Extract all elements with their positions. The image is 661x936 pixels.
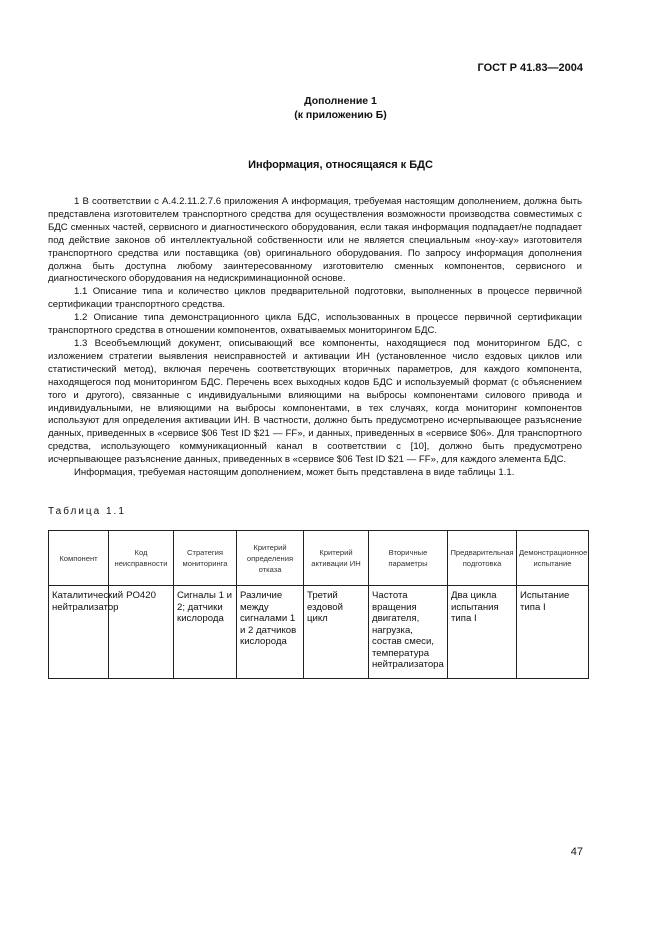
table-caption: Таблица 1.1 — [48, 506, 126, 517]
cell-secondary-params: Частота вращения двигателя, нагрузка, состав смеси, температура нейтрализатора — [369, 586, 448, 679]
header-mi-criterion: Критерий активации ИН — [304, 531, 369, 586]
cell-mi-criterion: Третий ездовой цикл — [304, 586, 369, 679]
header-secondary-params: Вторичные параметры — [369, 531, 448, 586]
section-title — [0, 159, 661, 171]
paragraph-1: 1 В соответствии с А.4.2.11.2.7.6 приложения А информация, требуемая настоящим дополнением, должна быть представлена изготовителем транспортного средства для осуществления возможности производства совместимых с БДС сменных частей, сервисного и диагностического оборудования, если такая информация подпадает/не подпадает под действие законов об интеллектуальной собственности или не является специальным «ноу-хау» изготовителя транспортного средства или поставщика (ов) оригинального оборудования. По запросу информация дополнения должна быть доступна любому заинтересованному изготовителю сменных компонентов, сервисного и диагностического оборудования на недискриминационной основе. — [48, 196, 582, 285]
cell-component: Каталитический нейтрализатор — [49, 586, 109, 679]
page-number: 47 — [570, 846, 583, 858]
header-demo-test: Демонстрационное испытание — [517, 531, 589, 586]
header-preconditioning: Предварительная подготовка — [448, 531, 517, 586]
cell-fault-criterion: Различие между сигналами 1 и 2 датчиков кислорода — [237, 586, 304, 679]
header-monitoring-strategy: Стратегия мониторинга — [174, 531, 237, 586]
appendix-title-line1: Дополнение 1 — [304, 95, 377, 107]
paragraph-closing: Информация, требуемая настоящим дополнением, может быть представлена в виде таблицы 1.1. — [74, 467, 515, 479]
appendix-title-line2: (к приложению Б) — [294, 109, 387, 121]
table-row — [49, 586, 589, 679]
body-text — [48, 196, 582, 480]
appendix-title — [0, 94, 661, 122]
paragraph-1-1: 1.1 Описание типа и количество циклов предварительной подготовки, выполненных в процессе первичной сертификации транспортного средства. — [48, 286, 582, 311]
cell-monitoring-strategy: Сигналы 1 и 2; датчики кислорода — [174, 586, 237, 679]
paragraph-1-2: 1.2 Описание типа демонстрационного цикла БДС, использованных в процессе первичной сертификации транспортного средства в отношении компонентов, охватываемых мониторингом БДС. — [48, 312, 582, 337]
cell-demo-test: Испытание типа I — [517, 586, 589, 679]
document-code: ГОСТ Р 41.83—2004 — [477, 62, 583, 74]
info-table — [48, 530, 589, 679]
cell-preconditioning: Два цикла испытания типа I — [448, 586, 517, 679]
header-fault-code: Код неисправности — [109, 531, 174, 586]
header-component: Компонент — [49, 531, 109, 586]
section-title-text: Информация, относящаяся к БДС — [248, 159, 433, 171]
paragraph-1-3: 1.3 Всеобъемлющий документ, описывающий все компоненты, находящиеся под мониторингом БДС, с изложением стратегии выявления неисправностей и активации ИН (установленное число ездовых циклов или статистический метод), включая перечень соответствующих вторичных параметров, для каждого компонента, находящегося под мониторингом БДС. Перечень всех выходных кодов БДС и используемый формат (с объяснением того и другого), связанные с индивидуальными влияющими на выбросы компонентами силового привода и индивидуальными, не влияющими на выбросы компонентами, в тех случаях, когда мониторинг компонентов используют для определения активации ИН. В частности, должно быть предусмотрено исчерпывающее разъяснение данных, приведенных в «сервисе $06 Test ID $21 — FF», и данных, приведенных в «сервисе $06». Для транспортного средства, использующего коммуникационный канал в соответствии с [10], должно быть предусмотрено исчерпывающее разъяснение данных, приведенных в «сервисе $06 Test ID $21 — FF», для каждого элемента БДС. — [48, 337, 582, 466]
table-header-row — [49, 531, 589, 586]
header-fault-criterion: Критерий определения отказа — [237, 531, 304, 586]
cell-fault-code: PO420 — [109, 586, 174, 679]
